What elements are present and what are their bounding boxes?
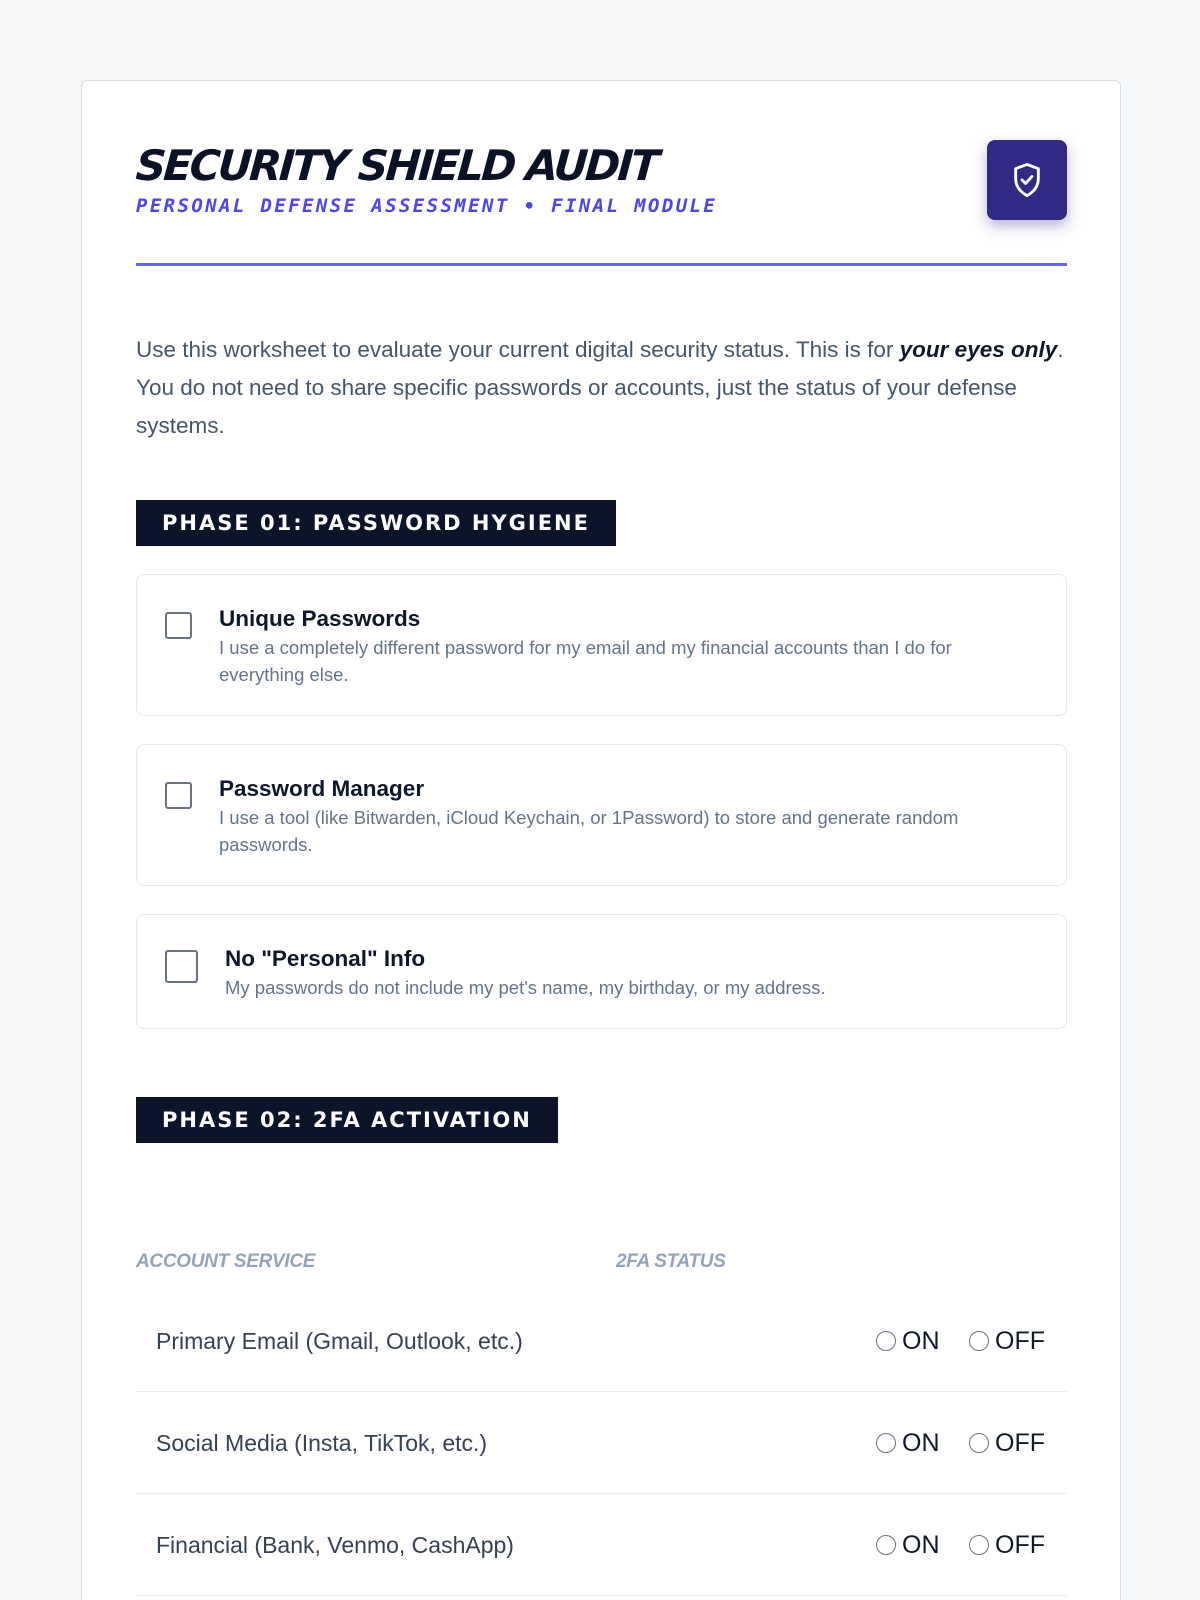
page-header	[136, 141, 1067, 271]
table-row	[136, 1290, 1067, 1392]
checklist-item-unique-passwords[interactable]	[136, 574, 1067, 716]
radio-button[interactable]	[969, 1331, 989, 1351]
table-row	[136, 1392, 1067, 1494]
column-header-service: ACCOUNT SERVICE	[136, 1251, 316, 1272]
radio-on-label: ON	[902, 1326, 940, 1355]
radio-off[interactable]	[969, 1530, 1045, 1560]
account-service-label: Social Media (Insta, TikTok, etc.)	[156, 1430, 488, 1456]
checklist-item-label: Unique Passwords	[219, 606, 421, 631]
checkbox[interactable]	[165, 782, 192, 809]
audit-card	[81, 80, 1121, 1600]
radio-button[interactable]	[969, 1433, 989, 1453]
phase-01-heading: PHASE 01: PASSWORD HYGIENE	[136, 500, 616, 546]
radio-on-label: ON	[902, 1428, 940, 1457]
radio-on[interactable]	[876, 1428, 940, 1458]
table-row	[136, 1494, 1067, 1596]
phase-02-heading: PHASE 02: 2FA ACTIVATION	[136, 1097, 558, 1143]
checklist-item-label: No "Personal" Info	[225, 946, 426, 971]
account-service-label: Primary Email (Gmail, Outlook, etc.)	[156, 1328, 523, 1354]
checklist-item-description: I use a tool (like Bitwarden, iCloud Keychain, or 1Password) to store and generate random passwords.	[219, 807, 959, 855]
shield-badge[interactable]	[987, 140, 1067, 220]
column-header-status: 2FA STATUS	[616, 1251, 726, 1272]
checklist-item-description: I use a completely different password for my email and my financial accounts than I do for everything else.	[219, 637, 952, 685]
intro-emphasis: your eyes only	[899, 337, 1058, 362]
checklist-item-text	[219, 774, 1042, 858]
intro-text-start: Use this worksheet to evaluate your current digital security status. This is for	[136, 337, 900, 362]
checklist-item-text	[225, 944, 1042, 1001]
radio-on[interactable]	[876, 1530, 940, 1560]
checklist-item-description: My passwords do not include my pet's name, my birthday, or my address.	[225, 977, 826, 998]
checklist-item-password-manager[interactable]	[136, 744, 1067, 886]
intro-paragraph	[136, 331, 1067, 445]
radio-off-label: OFF	[995, 1326, 1045, 1355]
radio-off[interactable]	[969, 1326, 1045, 1356]
radio-on-label: ON	[902, 1530, 940, 1559]
checklist-item-label: Password Manager	[219, 776, 425, 801]
checkbox[interactable]	[165, 612, 192, 639]
radio-button[interactable]	[969, 1535, 989, 1555]
radio-button[interactable]	[876, 1433, 896, 1453]
checkbox[interactable]	[165, 950, 198, 983]
checklist-item-no-personal-info[interactable]	[136, 914, 1067, 1029]
header-divider	[136, 263, 1067, 266]
account-service-label: Financial (Bank, Venmo, CashApp)	[156, 1532, 514, 1558]
checklist-item-text	[219, 604, 1042, 688]
shield-check-icon	[1010, 161, 1044, 199]
radio-on[interactable]	[876, 1326, 940, 1356]
page-title: SECURITY SHIELD AUDIT	[134, 141, 659, 190]
radio-off-label: OFF	[995, 1428, 1045, 1457]
radio-off[interactable]	[969, 1428, 1045, 1458]
radio-button[interactable]	[876, 1535, 896, 1555]
page-subtitle: PERSONAL DEFENSE ASSESSMENT • FINAL MODULE	[136, 195, 718, 217]
radio-off-label: OFF	[995, 1530, 1045, 1559]
intro-text-end: . You do not need to share specific passwords or accounts, just the status of your defense systems.	[136, 337, 1064, 438]
radio-button[interactable]	[876, 1331, 896, 1351]
